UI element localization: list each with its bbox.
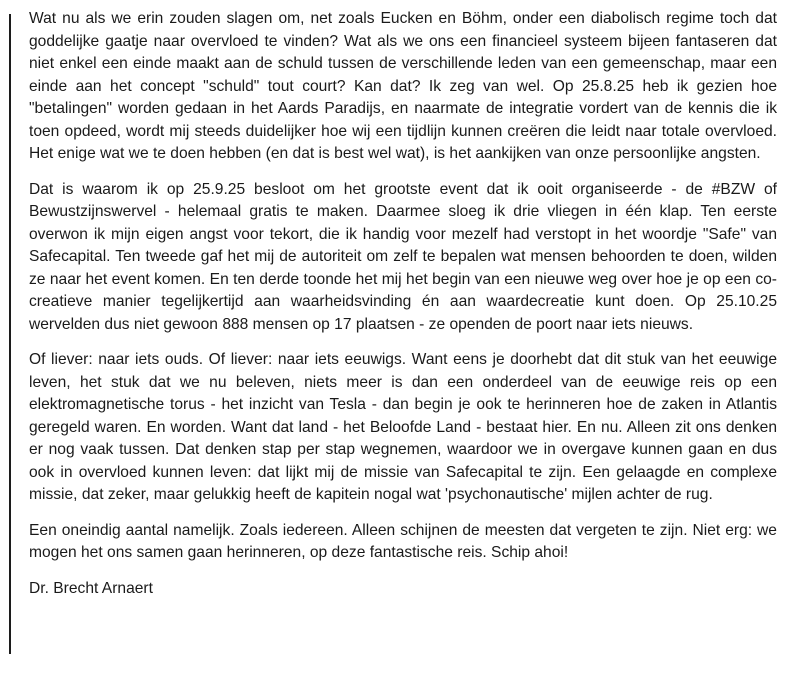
paragraph-3: Of liever: naar iets ouds. Of liever: naar iets eeuwigs. Want eens je doorhebt dat dit stuk van het eeuwige leven, het stuk dat we nu beleven, niets meer is dan een onderdeel van de eeuwige reis op een elektromagnetische torus - het inzicht van Tesla - dan begin je ook te herinneren hoe de zaken in Atlantis geregeld waren. En worden. Want dat land - het Beloofde Land - bestaat hier. En nu. Alleen zit ons denken er nog vaak tussen. Dat denken stap per stap wegnemen, waardoor we in overgave kunnen gaan en dus ook in overvloed kunnen leven: dat lijkt mij de missie van Safecapital te zijn. Een gelaagde en complexe missie, dat zeker, maar gelukkig heeft de kapitein nogal wat 'psychonautische' mijlen achter de rug.	[29, 351, 777, 503]
left-margin-line	[9, 14, 11, 654]
signature: Dr. Brecht Arnaert	[29, 579, 153, 597]
paragraph-2: Dat is waarom ik op 25.9.25 besloot om het grootste event dat ik ooit organiseerde - de #BZW of Bewustzijnswervel - helemaal gratis te maken. Daarmee sloeg ik drie vliegen in één klap. Ten eerste overwon ik mijn eigen angst voor tekort, die ik handig voor mezelf had verstopt in het woordje "Safe" van Safecapital. Ten tweede gaf het mij de autoriteit om zelf te bepalen wat mensen behoorden te doen, wilden ze naar het event komen. En ten derde toonde het mij het begin van een nieuwe weg over hoe je op een co-creatieve manier tegelijkertijd aan waarheidsvinding én aan waardecreatie kunt doen. Op 25.10.25 wervelden dus niet gewoon 888 mensen op 17 plaatsen - ze openden de poort naar iets nieuws.	[29, 180, 777, 333]
paragraph-4: Een oneindig aantal namelijk. Zoals iedereen. Alleen schijnen de meesten dat vergeten te zijn. Niet erg: we mogen het ons samen gaan herinneren, op deze fantastische reis. Schip ahoi!	[29, 521, 777, 561]
paragraph-1: Wat nu als we erin zouden slagen om, net zoals Eucken en Böhm, onder een diabolisch regime toch dat goddelijke gaatje naar overvloed te vinden? Wat als we ons een financieel systeem bijeen fantaseren dat niet enkel een einde maakt aan de schuld tussen de verschillende leden van een gemeenschap, maar een einde aan het concept "schuld" tout court? Kan dat? Ik zeg van wel. Op 25.8.25 heb ik gezien hoe "betalingen" worden gedaan in het Aards Paradijs, en naarmate de integratie vordert van de kennis die ik toen opdeed, wordt mij steeds duidelijker hoe wij een tijdlijn kunnen creëren die leidt naar totale overvloed. Het enige wat we te doen hebben (en dat is best wel wat), is het aankijken van onze persoonlijke angsten.	[29, 10, 777, 162]
document-body	[29, 8, 777, 600]
